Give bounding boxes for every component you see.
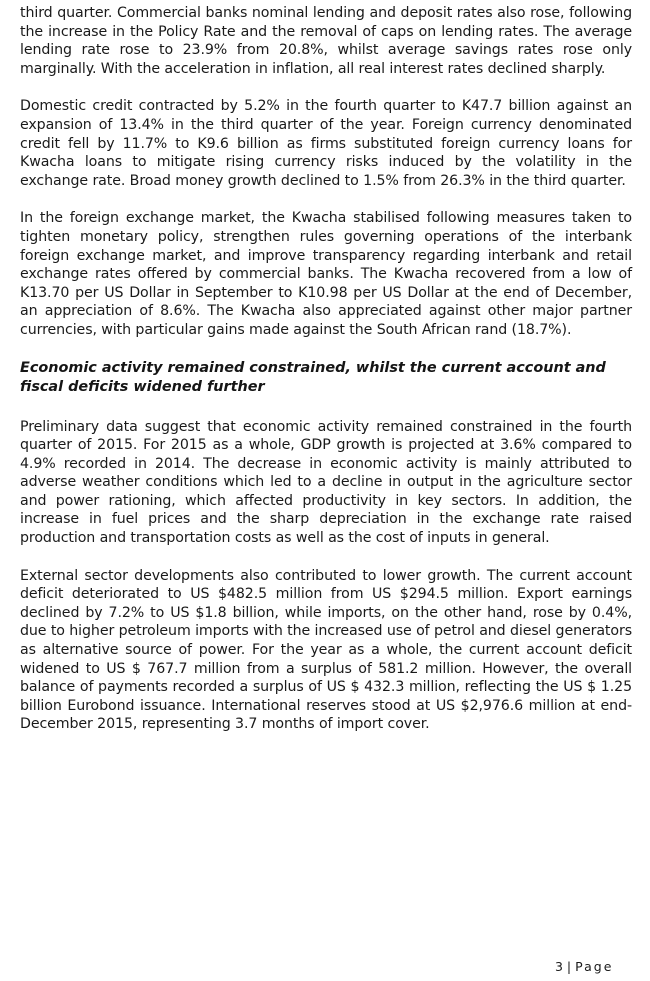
paragraph-interest-rates: third quarter. Commercial banks nominal lending and deposit rates also rose, following the increase in the Policy Rate and the removal of caps on lending rates. The average lending rate rose to 23.9% from 20.8%, whilst average savings rates rose only marginally. With the acceleration in inflation, all real interest rates declined sharply. [20, 5, 632, 77]
page-label: Page [575, 959, 614, 974]
paragraph-external-sector: External sector developments also contributed to lower growth. The current account deficit deteriorated to US $482.5 million from US $294.5 million. Export earnings declined by 7.2% to US $1.8 billion, while imports, on the other hand, rose by 0.4%, due to higher petroleum imports with the increased use of petrol and diesel generators as alternative source of power. For the year as a whole, the current account deficit widened to US $ 767.7 million from a surplus of 581.2 million. However, the overall balance of payments recorded a surplus of US $ 432.3 million, reflecting the US $ 1.25 billion Eurobond issuance. International reserves stood at US $2,976.6 million at end-December 2015, representing 3.7 months of import cover. [20, 567, 632, 733]
paragraph-economic-activity: Preliminary data suggest that economic activity remained constrained in the fourth quarter of 2015. For 2015 as a whole, GDP growth is projected at 3.6% compared to 4.9% recorded in 2014. The decrease in economic activity is mainly attributed to adverse weather conditions which led to a decline in output in the agriculture sector and power rationing, which affected productivity in key sectors. In addition, the increase in fuel prices and the sharp depreciation in the exchange rate raised production and transportation costs as well as the cost of inputs in general. [20, 418, 632, 547]
section-heading: Economic activity remained constrained, whilst the current account and fiscal deficits widened further [20, 359, 606, 395]
paragraph-domestic-credit: Domestic credit contracted by 5.2% in the fourth quarter to K47.7 billion against an expansion of 13.4% in the third quarter of the year. Foreign currency denominated credit fell by 11.7% to K9.6 billion as firms substituted foreign currency loans for Kwacha loans to mitigate rising currency risks induced by the volatility in the exchange rate. Broad money growth declined to 1.5% from 26.3% in the third quarter. [20, 98, 632, 189]
page-number: 3 [555, 959, 563, 974]
page-separator: | [562, 959, 576, 974]
document-page [20, 4, 632, 734]
paragraph-foreign-exchange: In the foreign exchange market, the Kwacha stabilised following measures taken to tighten monetary policy, strengthen rules governing operations of the interbank foreign exchange market, and improve transparency regarding interbank and retail exchange rates offered by commercial banks. The Kwacha recovered from a low of K13.70 per US Dollar in September to K10.98 per US Dollar at the end of December, an appreciation of 8.6%. The Kwacha also appreciated against other major partner currencies, with particular gains made against the South African rand (18.7%). [20, 210, 632, 338]
page-footer [555, 959, 613, 975]
